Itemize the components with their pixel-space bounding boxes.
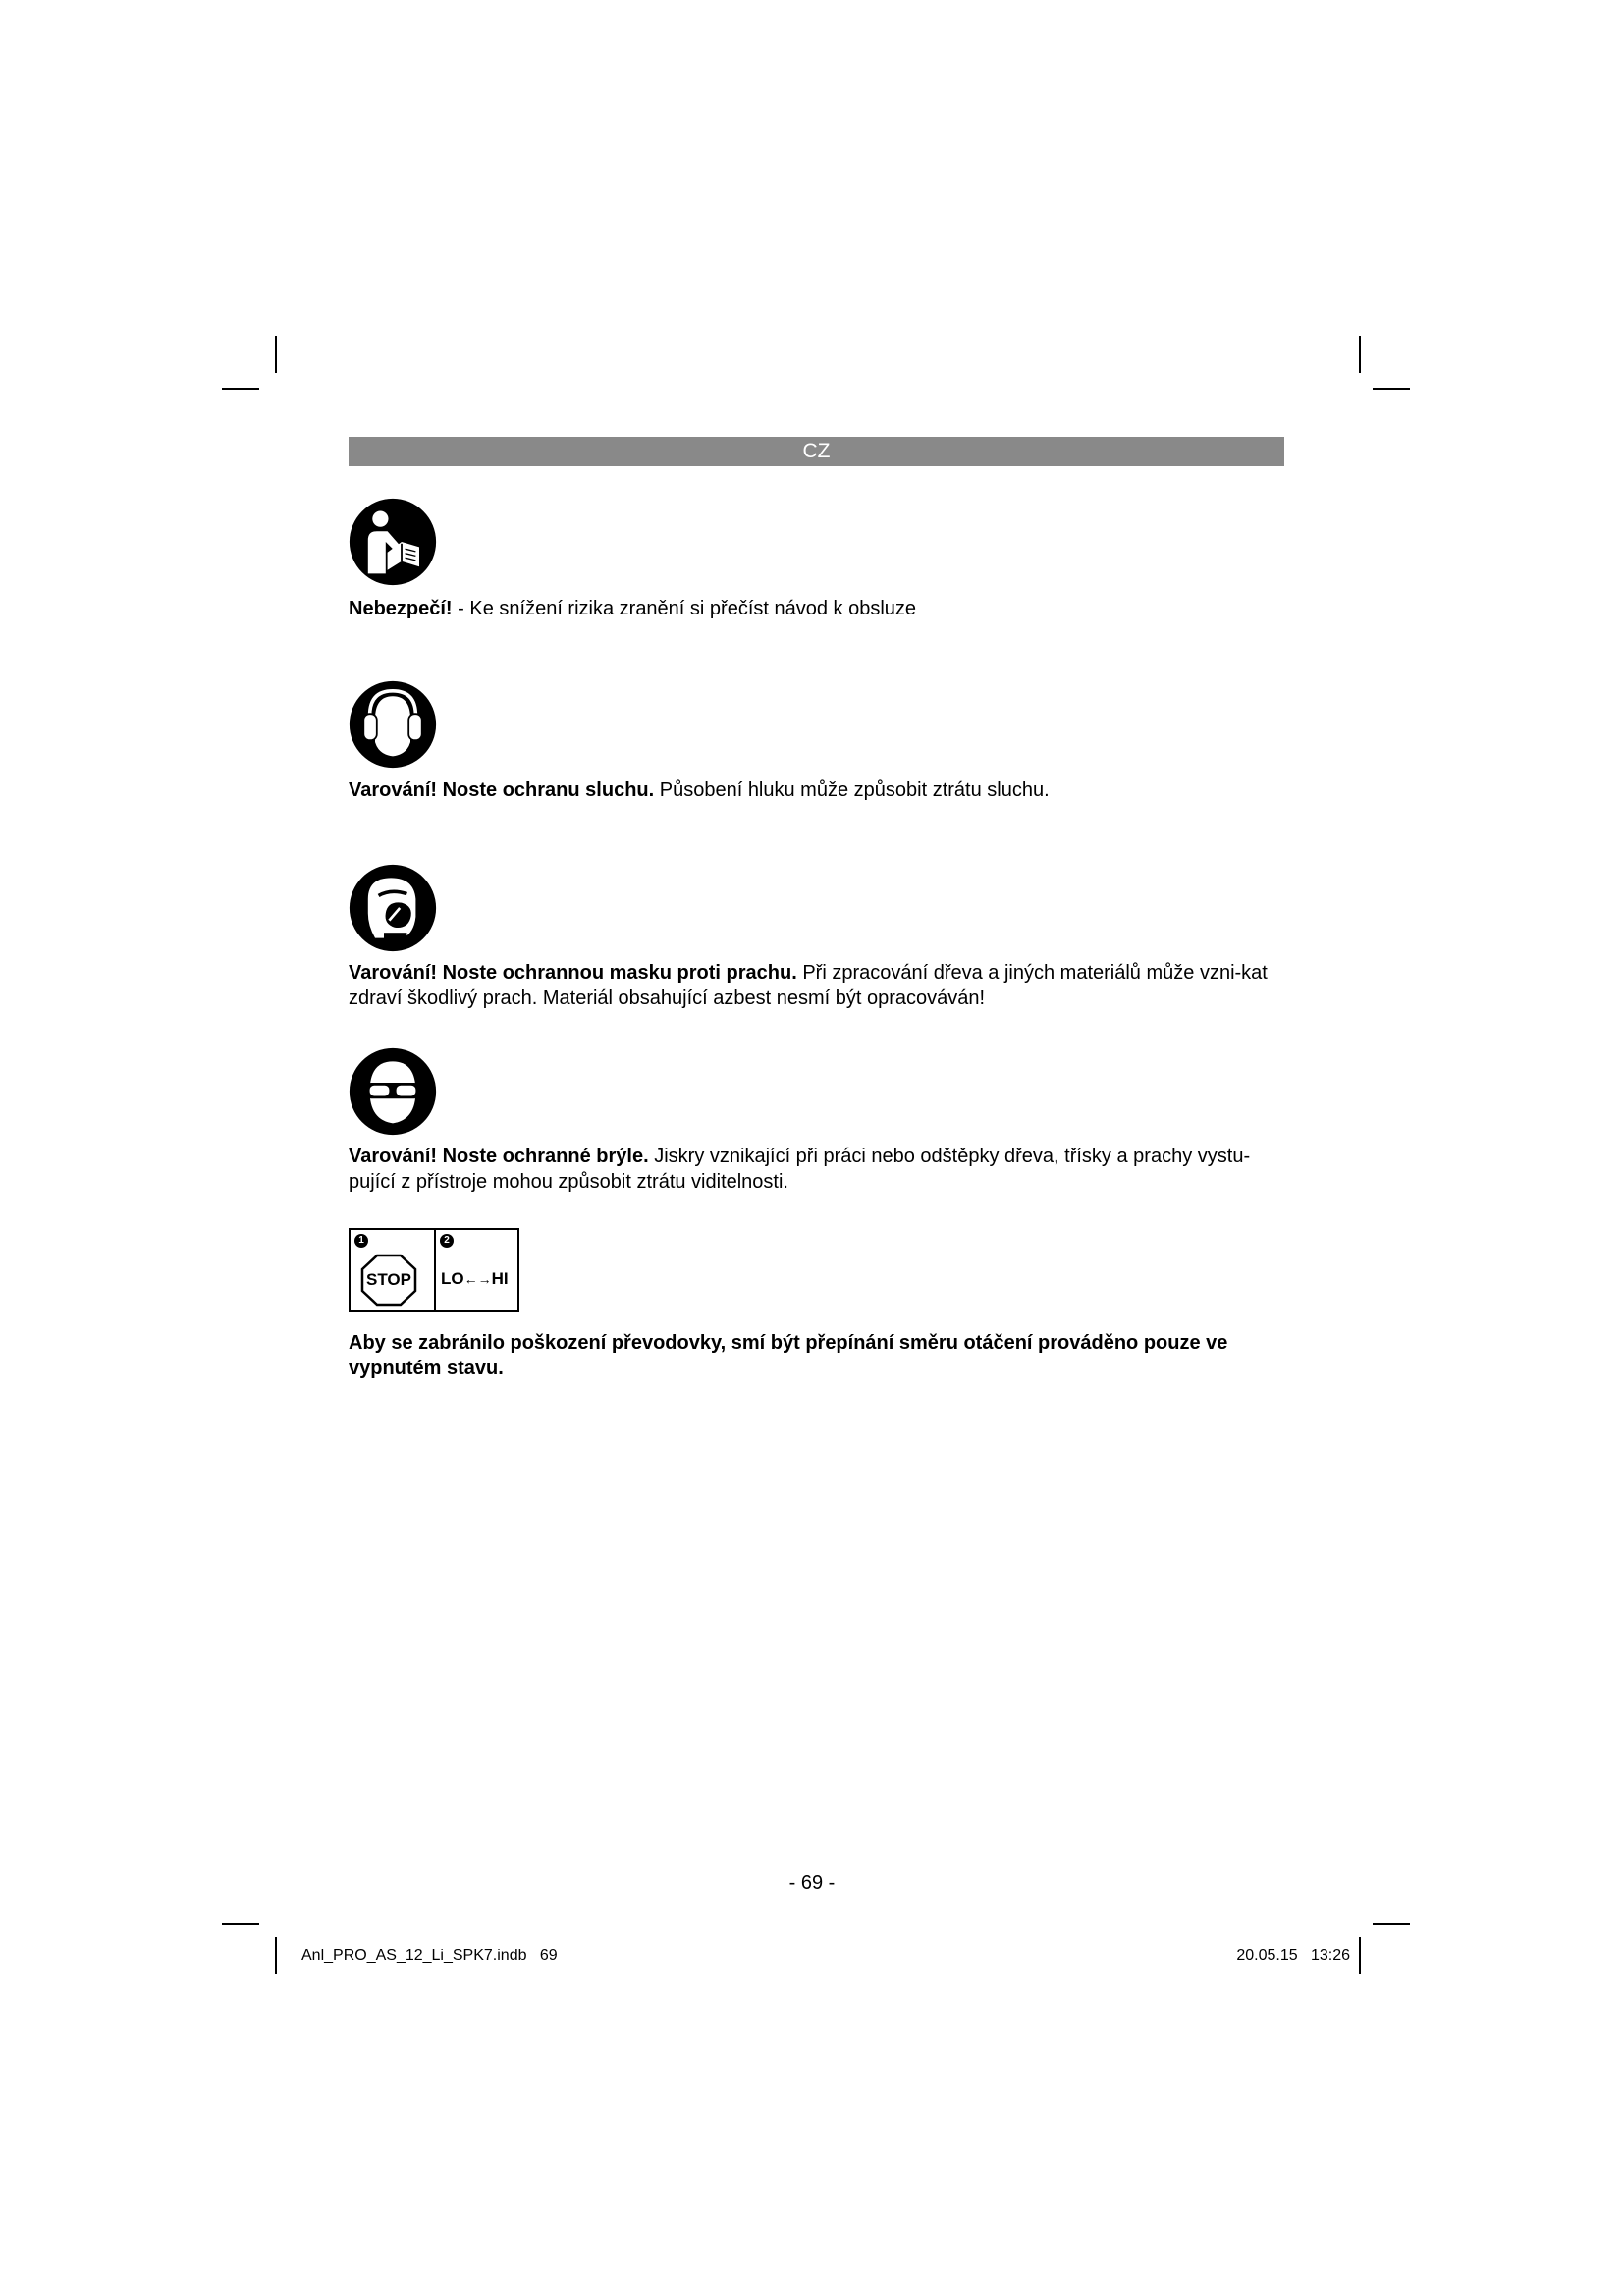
warning-dust-mask-title: Varování! Noste ochrannou masku proti prachu. [349,962,797,984]
warning-ear-protection [349,777,1291,803]
crop-mark-bottom-right-h [1373,1923,1410,1925]
warning-dust-mask-text: Při zpracování dřeva a jiných materiálů může vzni-kat zdraví škodlivý prach. Materiál obsahující azbest nesmí být opracováván! [349,962,1268,1009]
warning-ear-protection-title: Varování! Noste ochranu sluchu. [349,779,655,801]
read-manual-icon [349,498,437,586]
crop-mark-top-right-h [1373,388,1410,390]
footer-filename: Anl_PRO_AS_12_Li_SPK7.indb 69 [301,1948,558,1964]
diagram-divider [434,1230,436,1310]
step-1-badge: 1 [354,1234,368,1248]
crop-mark-bottom-left-v [275,1937,277,1974]
crop-mark-top-left-v [275,336,277,373]
footer-datetime: 20.05.15 13:26 [1236,1948,1350,1964]
warning-read-manual-title: Nebezpečí! [349,598,453,619]
language-header-bar [349,437,1284,466]
dust-mask-icon [349,864,437,952]
step-2-badge: 2 [440,1234,454,1248]
warning-safety-goggles [349,1144,1291,1195]
safety-goggles-icon [349,1047,437,1136]
crop-mark-bottom-left-h [222,1923,259,1925]
page-number: - 69 - [788,1872,836,1894]
warning-ear-protection-text: Působení hluku může způsobit ztrátu sluchu. [654,779,1050,801]
ear-protection-icon [349,680,437,769]
crop-mark-bottom-right-v [1359,1937,1361,1974]
stop-label: STOP [366,1270,411,1289]
language-code: CZ [802,440,831,462]
hi-label: HI [491,1269,509,1288]
crop-mark-top-right-v [1359,336,1361,373]
gear-switch-notice-text: Aby se zabránilo poškození převodovky, smí být přepínání směru otáčení prováděno pouze ve vypnutém stavu. [349,1332,1228,1379]
warning-dust-mask [349,960,1291,1011]
warning-safety-goggles-text: Jiskry vznikající při práci nebo odštěpky dřeva, třísky a prachy vystu-pující z přístroje mohou způsobit ztrátu viditelnosti. [349,1146,1251,1193]
warning-read-manual [349,596,1291,621]
double-arrow-icon: ←→ [463,1271,492,1287]
lo-label: LO [441,1269,464,1288]
warning-safety-goggles-title: Varování! Noste ochranné brýle. [349,1146,649,1167]
warning-read-manual-text: - Ke snížení rizika zranění si přečíst návod k obsluze [452,598,917,619]
gear-switch-diagram [349,1228,519,1312]
speed-switch-label [441,1269,521,1289]
crop-mark-top-left-h [222,388,259,390]
